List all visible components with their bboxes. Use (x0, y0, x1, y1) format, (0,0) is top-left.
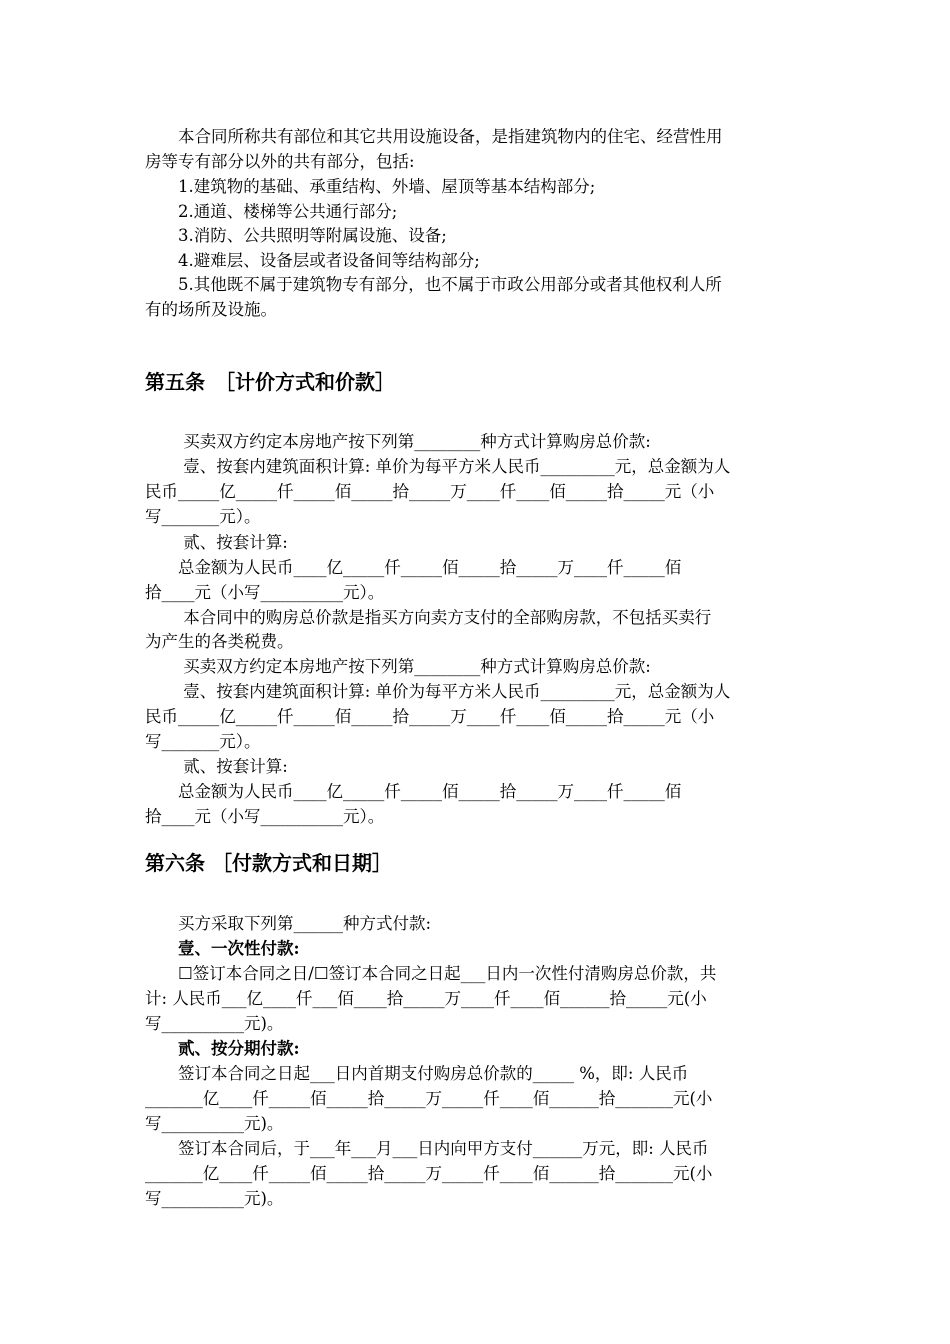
article6-intro: 买方采取下列第______种方式付款: (145, 914, 432, 933)
article5-line: 民币_____亿_____仟_____佰_____拾_____万____仟____佰_____拾_____元（小 (145, 707, 715, 726)
common-parts-line: 5.其他既不属于建筑物专有部分，也不属于市政公用部分或者其他权利人所 (145, 275, 722, 294)
installment-line: _______亿____仟_____佰_____拾_____万_____仟____佰______拾_______元(小 (145, 1164, 713, 1183)
common-parts-line: 房等专有部分以外的共有部分，包括: (145, 152, 415, 171)
article5-line: 写_______元）。 (145, 507, 261, 526)
article5-line: 拾____元（小写__________元）。 (145, 583, 385, 602)
article5-line: 拾____元（小写__________元）。 (145, 807, 385, 826)
common-parts-line: 4.避难层、设备层或者设备间等结构部分; (145, 251, 480, 270)
article5-line: 总金额为人民币____亿_____仟_____佰_____拾_____万____仟_____佰 (145, 782, 682, 801)
article5-line: 本合同中的购房总价款是指买方向卖方支付的全部购房款，不包括买卖行 (145, 608, 712, 627)
article5-line: 壹、按套内建筑面积计算: 单价为每平方米人民币_________元，总金额为人 (145, 682, 731, 701)
article5-line: 民币_____亿_____仟_____佰_____拾_____万____仟____佰_____拾_____元（小 (145, 482, 715, 501)
lump-sum-line: ☐签订本合同之日/☐签订本合同之日起___日内一次性付清购房总价款，共 (145, 964, 717, 983)
lump-sum-line: 写__________元)。 (145, 1014, 284, 1033)
installment-line: 写__________元)。 (145, 1114, 284, 1133)
article5-heading: 第五条 ［计价方式和价款］ (145, 370, 395, 394)
article5-line: 买卖双方约定本房地产按下列第________种方式计算购房总价款: (145, 657, 651, 676)
article5-line: 写_______元）。 (145, 732, 261, 751)
installment-line: 写__________元)。 (145, 1189, 284, 1208)
installment-subheading: 贰、按分期付款: (145, 1039, 300, 1058)
common-parts-line: 3.消防、公共照明等附属设施、设备; (145, 226, 447, 245)
common-parts-line: 1.建筑物的基础、承重结构、外墙、屋顶等基本结构部分; (145, 177, 596, 196)
common-parts-line: 本合同所称共有部位和其它共用设施设备，是指建筑物内的住宅、经营性用 (145, 127, 723, 146)
installment-line: 签订本合同后，于___年___月___日内向甲方支付______万元，即: 人民币 (145, 1139, 709, 1158)
article5-line: 总金额为人民币____亿_____仟_____佰_____拾_____万____仟_____佰 (145, 558, 682, 577)
common-parts-line: 2.通道、楼梯等公共通行部分; (145, 202, 398, 221)
lump-sum-subheading: 壹、一次性付款: (145, 939, 300, 958)
article5-line: 贰、按套计算: (145, 757, 288, 776)
lump-sum-line: 计: 人民币___亿____仟___佰____拾_____万____仟____佰______拾_____元(小 (145, 989, 707, 1008)
article6-heading: 第六条 ［付款方式和日期］ (145, 851, 392, 875)
installment-line: _______亿____仟_____佰_____拾_____万_____仟____佰______拾_______元(小 (145, 1089, 713, 1108)
article5-line: 买卖双方约定本房地产按下列第________种方式计算购房总价款: (145, 432, 651, 451)
article5-line: 壹、按套内建筑面积计算: 单价为每平方米人民币_________元，总金额为人 (145, 457, 731, 476)
installment-line: 签订本合同之日起___日内首期支付购房总价款的_____ %，即: 人民币 (145, 1064, 689, 1083)
article5-line: 为产生的各类税费。 (145, 632, 294, 651)
common-parts-line: 有的场所及设施。 (145, 300, 277, 319)
article5-line: 贰、按套计算: (145, 533, 288, 552)
